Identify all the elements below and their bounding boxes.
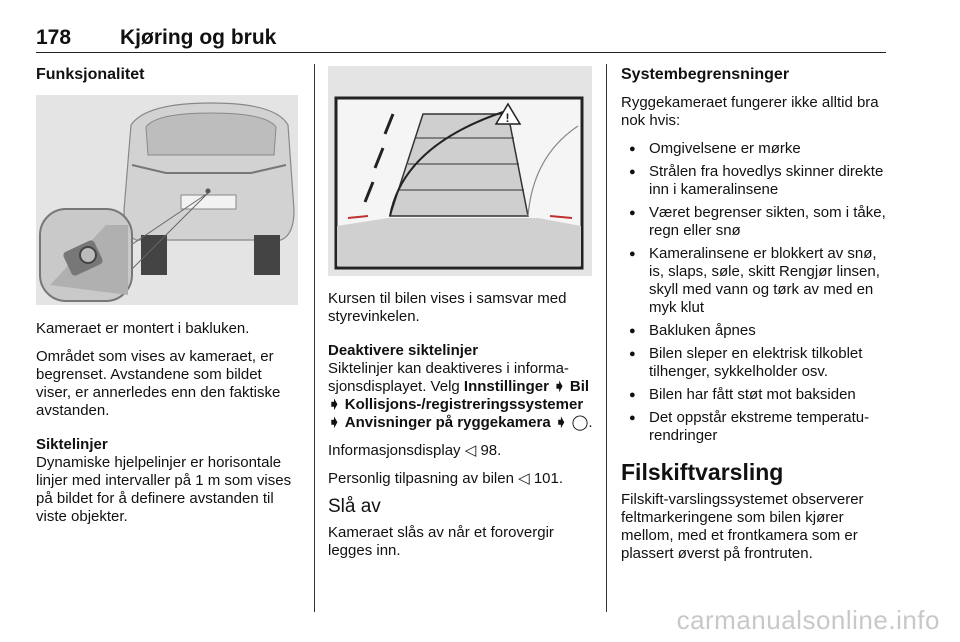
menu-arrow-icon: ➧ <box>554 414 568 431</box>
column-1 <box>36 66 300 90</box>
menu-arrow-icon: ➧ <box>328 396 341 413</box>
reference-informasjonsdisplay: Informasjonsdisplay ◁ 98. <box>328 442 502 459</box>
circle-icon: ◯ <box>571 414 589 431</box>
section-heading-funksjonalitet: Funksjonalitet <box>36 66 145 83</box>
reference-label: Personlig tilpasning av bilen <box>328 470 514 487</box>
reference-page: 98 <box>480 442 498 459</box>
limitations-list <box>621 140 889 445</box>
svg-text:!: ! <box>505 111 510 125</box>
column-divider-1 <box>314 64 315 612</box>
paragraph-intro: Ryggekameraet fungerer ikke alltid bra nok hvis: <box>621 94 879 129</box>
paragraph-lane-change: Filskift-varslingssystemet observerer feltmarkeringene som bilen kjører mellom, med et frontkamera som er plassert øverst på frontruten. <box>621 491 864 562</box>
section-heading-systembegrensninger: Systembegrensninger <box>621 66 790 83</box>
watermark: carmanualsonline.info <box>676 605 940 635</box>
rear-camera-display-illustration <box>328 66 592 276</box>
paragraph-siktelinjer <box>36 436 300 526</box>
menu-path-anvisninger: Anvisninger på ryggekamera <box>344 414 551 431</box>
section-heading-filskiftvarsling: Filskiftvarsling <box>621 459 784 485</box>
rear-camera-car-illustration <box>36 95 298 305</box>
siktelinjer-text: Dynamiske hjelpelinjer er horisontale linjer med intervaller på 1 m som vises på bildet for å definere avstanden til viste objekter. <box>36 454 292 525</box>
chapter-title: Kjøring og bruk <box>120 26 277 49</box>
list-item: ● Omgivelsene er mørke <box>621 140 889 158</box>
menu-path-bil: Bil <box>569 378 590 395</box>
paragraph-course: Kursen til bilen vises i samsvar med styrevinkelen. <box>328 290 567 325</box>
subheading-deactivate: Deaktivere siktelinjer <box>328 342 479 359</box>
page-number: 178 <box>36 26 72 49</box>
paragraph-deactivate: Deaktivere siktelinjer Siktelinjer kan deaktiveres i informa-sjonsdisplayet. Velg Innstillinger ➧ Bil ➧ Kollisjons-/registreringssystemer ➧ Anvisninger på ryggekamera ➧ ◯. <box>328 342 596 432</box>
reference-label: Informasjonsdisplay <box>328 442 461 459</box>
column-3 <box>621 66 889 573</box>
paragraph-camera-mounted: Kameraet er montert i bakluken. <box>36 320 250 337</box>
reference-page: 101 <box>533 470 559 487</box>
list-item: ● Strålen fra hovedlys skinner direkte inn i kameralinsene <box>621 163 889 199</box>
reference-arrow-icon: ◁ <box>518 470 530 487</box>
page-header <box>36 26 886 53</box>
deactivate-text: Siktelinjer kan deaktiveres i informa-sjonsdisplayet. Velg <box>328 360 569 395</box>
reference-personlig-tilpasning: Personlig tilpasning av bilen ◁ 101. <box>328 470 564 487</box>
menu-path-kollisjons: Kollisjons-/registreringssystemer <box>344 396 584 413</box>
subheading-siktelinjer: Siktelinjer <box>36 436 108 453</box>
column-2-text <box>328 290 596 570</box>
paragraph-camera-off: Kameraet slås av når et forovergir legges inn. <box>328 524 554 559</box>
list-item: ● Bilen sleper en elektrisk tilkoblet tilhenger, sykkelholder osv. <box>621 345 889 381</box>
list-item: ● Bakluken åpnes <box>621 322 889 340</box>
menu-path-innstillinger: Innstillinger <box>463 378 549 395</box>
reference-arrow-icon: ◁ <box>464 442 477 459</box>
list-item: ● Det oppstår ekstreme temperatu-rendringer <box>621 409 889 445</box>
list-item: ● Kameralinsene er blokkert av snø, is, slaps, søle, skitt Rengjør linsen, skyll med vann og tørk av med en myk klut <box>621 245 889 317</box>
section-heading-sla-av: Slå av <box>328 496 381 517</box>
menu-arrow-icon: ➧ <box>553 378 566 395</box>
list-item: ● Bilen har fått støt mot baksiden <box>621 386 889 404</box>
column-divider-2 <box>606 64 607 612</box>
menu-arrow-icon: ➧ <box>328 414 341 431</box>
column-1-text <box>36 320 300 536</box>
list-item: ● Været begrenser sikten, som i tåke, regn eller snø <box>621 204 889 240</box>
paragraph-area-limited: Området som vises av kameraet, er begrenset. Avstandene som bildet viser, er annerledes enn den faktiske avstanden. <box>36 348 281 419</box>
